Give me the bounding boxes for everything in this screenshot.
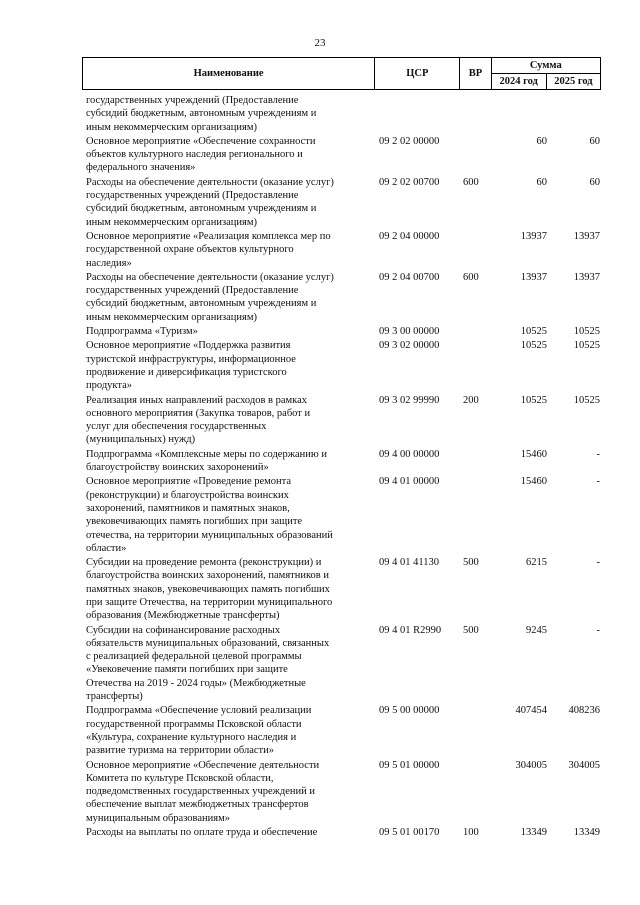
row-vr: 100 <box>463 827 479 839</box>
row-sum-2025: 408236 <box>568 705 600 717</box>
row-csr: 09 3 02 00000 <box>379 340 440 352</box>
row-vr <box>463 475 493 555</box>
row-csr: 09 2 04 00700 <box>379 271 440 283</box>
row-name: Основное мероприятие «Обеспечение сохранности объектов культурного наследия регионального и федерального значения» <box>86 135 316 174</box>
row-sum-2025 <box>547 94 600 134</box>
row-csr: 09 5 01 00170 <box>379 827 440 839</box>
table-header <box>82 57 601 90</box>
row-csr: 09 4 01 00000 <box>379 476 440 488</box>
table-row <box>86 135 600 175</box>
row-name: Подпрограмма «Комплексные меры по содержанию и благоустройству воинских захоронений» <box>86 448 327 474</box>
row-csr: 09 4 01 R2990 <box>379 624 442 636</box>
table-row <box>86 394 600 447</box>
row-sum-2024 <box>493 94 547 134</box>
table-row <box>86 556 600 622</box>
table-row <box>86 94 600 134</box>
row-sum-2025: 13937 <box>573 271 600 283</box>
row-vr: 600 <box>463 271 479 283</box>
row-name: Субсидии на проведение ремонта (реконструкции) и благоустройства воинских захоронений, памятников и памятных знаков, увековечивающих память погибших при защите Отечества, на территории муниципального образования (Межбюджетные трансферты) <box>86 557 333 622</box>
row-csr: 09 4 00 00000 <box>379 448 440 460</box>
header-csr: ЦСР <box>375 58 460 90</box>
row-vr <box>463 230 493 270</box>
row-name: Подпрограмма «Туризм» <box>86 326 198 338</box>
row-vr: 500 <box>463 557 479 569</box>
row-name: Основное мероприятие «Реализация комплекса мер по государственной охране объектов культурного наследия» <box>86 230 331 269</box>
row-sum-2025: - <box>596 624 600 636</box>
row-vr <box>463 94 493 134</box>
table-row <box>86 624 600 704</box>
row-sum-2025: - <box>596 557 600 569</box>
row-sum-2024: 13937 <box>520 230 547 242</box>
row-sum-2024: 6215 <box>526 557 547 569</box>
row-csr <box>376 94 463 134</box>
row-sum-2025: 13349 <box>573 827 600 839</box>
row-sum-2025: 60 <box>589 176 600 188</box>
row-sum-2024: 13937 <box>520 271 547 283</box>
table-row <box>86 176 600 229</box>
table-body <box>86 94 600 840</box>
row-sum-2024: 9245 <box>526 624 547 636</box>
row-vr <box>463 759 493 825</box>
row-vr: 200 <box>463 394 479 406</box>
row-sum-2025: 10525 <box>573 326 600 338</box>
row-vr <box>463 339 493 392</box>
row-name: государственных учреждений (Предоставление субсидий бюджетным, автономным учреждениям и иным некоммерческим организациям) <box>86 95 317 133</box>
table-row <box>86 325 600 338</box>
row-sum-2024: 60 <box>536 176 547 188</box>
table-row <box>86 475 600 555</box>
row-sum-2025: 60 <box>589 135 600 147</box>
row-sum-2024: 304005 <box>515 759 547 771</box>
row-sum-2025: 304005 <box>568 759 600 771</box>
row-sum-2024: 10525 <box>520 394 547 406</box>
row-sum-2024: 10525 <box>520 326 547 338</box>
row-sum-2024: 60 <box>536 135 547 147</box>
table-row <box>86 704 600 757</box>
row-name: Расходы на обеспечение деятельности (оказание услуг) государственных учреждений (Предоставление субсидий бюджетным, автономным учреждениям и иным некоммерческим организациям) <box>86 176 334 228</box>
row-sum-2024: 10525 <box>520 340 547 352</box>
page-number: 23 <box>314 37 326 49</box>
row-csr: 09 4 01 41130 <box>379 557 439 569</box>
row-vr <box>463 448 493 475</box>
table-row <box>86 230 600 270</box>
row-csr: 09 5 00 00000 <box>379 705 440 717</box>
row-csr: 09 2 04 00000 <box>379 230 440 242</box>
row-name: Основное мероприятие «Проведение ремонта (реконструкции) и благоустройства воинских захоронений, памятников и памятных знаков, увековечивающих память погибших при защите отечества, на территории муниципальных образований области» <box>86 476 333 554</box>
row-csr: 09 2 02 00000 <box>379 135 440 147</box>
row-name: Основное мероприятие «Поддержка развития туристской инфраструктуры, информационное продвижение и диверсификация туристского продукта» <box>86 340 296 392</box>
row-sum-2024: 407454 <box>515 705 547 717</box>
table-row <box>86 826 600 839</box>
row-sum-2025: - <box>596 476 600 488</box>
row-name: Расходы на обеспечение деятельности (оказание услуг) государственных учреждений (Предоставление субсидий бюджетным, автономным учреждениям и иным некоммерческим организациям) <box>86 271 334 323</box>
row-sum-2024: 15460 <box>520 448 547 460</box>
row-name: Субсидии на софинансирование расходных обязательств муниципальных образований, связанных с реализацией федеральной целевой программы «Увековечение памяти погибших при защите Отечества на 2019 - 2024 годы» (Межбюджетные трансферты) <box>86 624 330 703</box>
row-csr: 09 5 01 00000 <box>379 759 440 771</box>
table-row <box>86 339 600 392</box>
row-csr: 09 2 02 00700 <box>379 176 440 188</box>
table-row <box>86 448 600 475</box>
table-row <box>86 759 600 825</box>
row-vr <box>463 325 493 338</box>
row-csr: 09 3 00 00000 <box>379 326 440 338</box>
row-name: Основное мероприятие «Обеспечение деятельности Комитета по культуре Псковской области, подведомственных государственных учреждений и обеспечение выплат межбюджетных трансфертов муниципальным образованиям» <box>86 759 320 824</box>
row-vr: 600 <box>463 176 479 188</box>
header-year-2024: 2024 год <box>491 74 546 90</box>
row-sum-2024: 15460 <box>520 476 547 488</box>
row-name: Расходы на выплаты по оплате труда и обеспечение <box>86 827 318 839</box>
header-sum: Сумма <box>491 58 600 74</box>
header-name: Наименование <box>83 58 375 90</box>
table-row <box>86 271 600 324</box>
row-sum-2025: 10525 <box>573 394 600 406</box>
row-name: Реализация иных направлений расходов в рамках основного мероприятия (Закупка товаров, работ и услуг для обеспечения государственных (муниципальных) нужд) <box>86 394 311 446</box>
row-csr: 09 3 02 99990 <box>379 394 440 406</box>
row-sum-2024: 13349 <box>520 827 547 839</box>
row-name: Подпрограмма «Обеспечение условий реализации государственной программы Псковской области «Культура, сохранение культурного наследия и развитие туризма на территории области» <box>86 705 312 757</box>
row-vr <box>463 135 493 175</box>
header-year-2025: 2025 год <box>546 74 600 90</box>
header-vr: ВР <box>460 58 491 90</box>
row-sum-2025: 10525 <box>573 340 600 352</box>
row-vr <box>463 704 493 757</box>
row-vr: 500 <box>463 624 479 636</box>
row-sum-2025: 13937 <box>573 230 600 242</box>
row-sum-2025: - <box>596 448 600 460</box>
